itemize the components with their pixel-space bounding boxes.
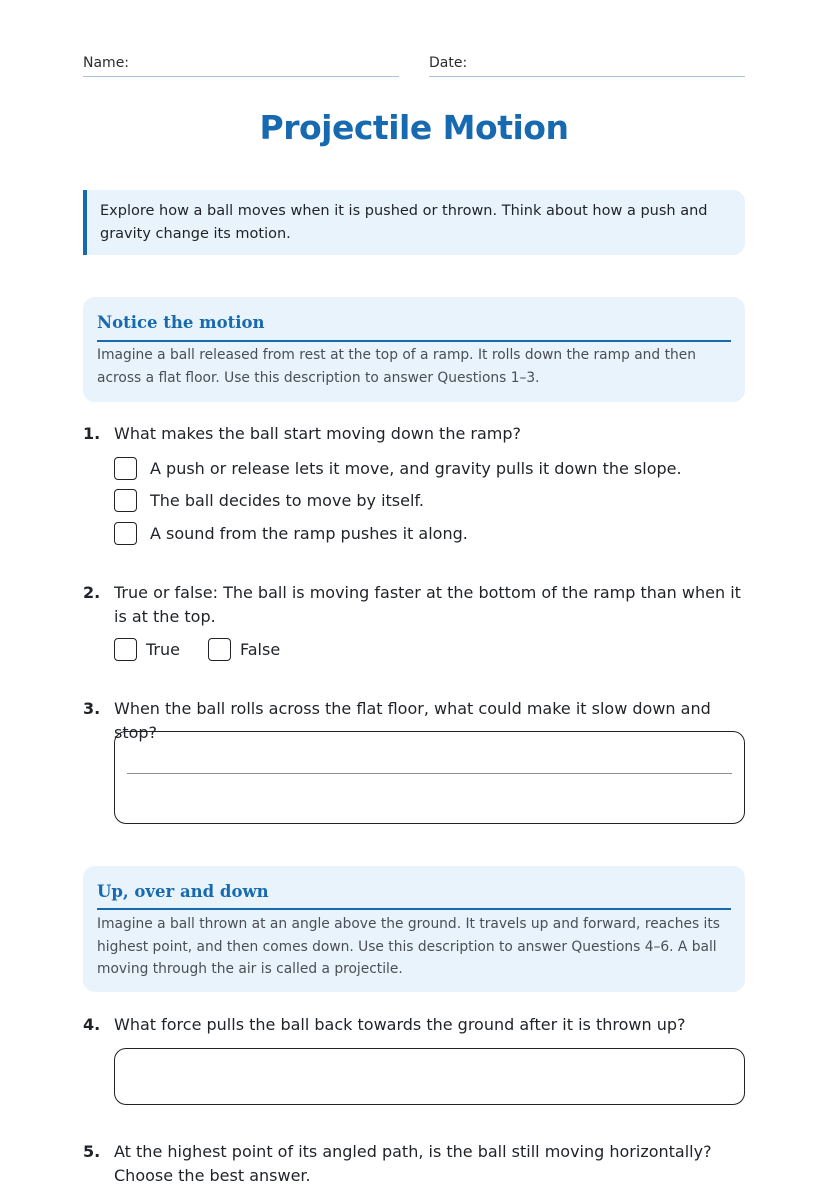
q3-answer-box[interactable] xyxy=(114,731,745,824)
question-number: 4. xyxy=(83,1015,101,1034)
q1-option-3[interactable] xyxy=(114,521,734,549)
name-label: Name: xyxy=(83,55,130,71)
intro-callout xyxy=(83,190,745,255)
q1-option-2[interactable] xyxy=(114,488,734,516)
section-divider xyxy=(97,340,731,342)
question-3 xyxy=(83,697,745,742)
section-divider xyxy=(97,908,731,910)
header-fields xyxy=(83,52,745,78)
question-text: At the highest point of its angled path, is the ball still moving horizontally? Choose the best answer. xyxy=(114,1142,712,1185)
q4-answer-box[interactable] xyxy=(114,1048,745,1105)
question-5 xyxy=(83,1140,745,1185)
checkbox[interactable] xyxy=(114,489,137,512)
question-number: 1. xyxy=(83,424,101,443)
question-number: 3. xyxy=(83,699,101,718)
option-label: True xyxy=(146,640,180,659)
q2-option-false[interactable] xyxy=(208,637,298,663)
section-up-over-and-down xyxy=(83,866,745,992)
section-title: Up, over and down xyxy=(97,882,269,901)
option-label: A sound from the ramp pushes it along. xyxy=(150,524,468,543)
option-label: The ball decides to move by itself. xyxy=(150,491,424,510)
q1-option-1[interactable] xyxy=(114,456,734,484)
option-label: False xyxy=(240,640,281,659)
checkbox[interactable] xyxy=(208,638,231,661)
name-field[interactable] xyxy=(83,52,399,77)
question-text: When the ball rolls across the flat floor, what could make it slow down and stop? xyxy=(114,699,711,742)
question-2 xyxy=(83,581,745,629)
q2-option-true[interactable] xyxy=(114,637,194,663)
page-title: Projectile Motion xyxy=(259,108,569,147)
question-text: True or false: The ball is moving faster at the bottom of the ramp than when it is at the top. xyxy=(114,583,741,626)
checkbox[interactable] xyxy=(114,457,137,480)
checkbox[interactable] xyxy=(114,522,137,545)
question-number: 5. xyxy=(83,1142,101,1161)
section-notice-the-motion xyxy=(83,297,745,402)
question-4 xyxy=(83,1013,745,1037)
question-1 xyxy=(83,422,745,446)
date-field[interactable] xyxy=(429,52,745,77)
checkbox[interactable] xyxy=(114,638,137,661)
intro-text: Explore how a ball moves when it is pushed or thrown. Think about how a push and gravity change its motion. xyxy=(100,203,708,242)
question-number: 2. xyxy=(83,583,101,602)
option-label: A push or release lets it move, and gravity pulls it down the slope. xyxy=(150,459,682,478)
section-text: Imagine a ball released from rest at the top of a ramp. It rolls down the ramp and then across a flat floor. Use this description to answer Questions 1–3. xyxy=(97,347,696,386)
section-title: Notice the motion xyxy=(97,313,265,332)
section-text: Imagine a ball thrown at an angle above the ground. It travels up and forward, reaches its highest point, and then comes down. Use this description to answer Questions 4–6. A ball moving through the air is called a projectile. xyxy=(97,916,720,977)
date-label: Date: xyxy=(429,55,468,71)
question-text: What force pulls the ball back towards the ground after it is thrown up? xyxy=(114,1015,686,1034)
question-text: What makes the ball start moving down the ramp? xyxy=(114,424,521,443)
writing-line xyxy=(127,773,732,774)
